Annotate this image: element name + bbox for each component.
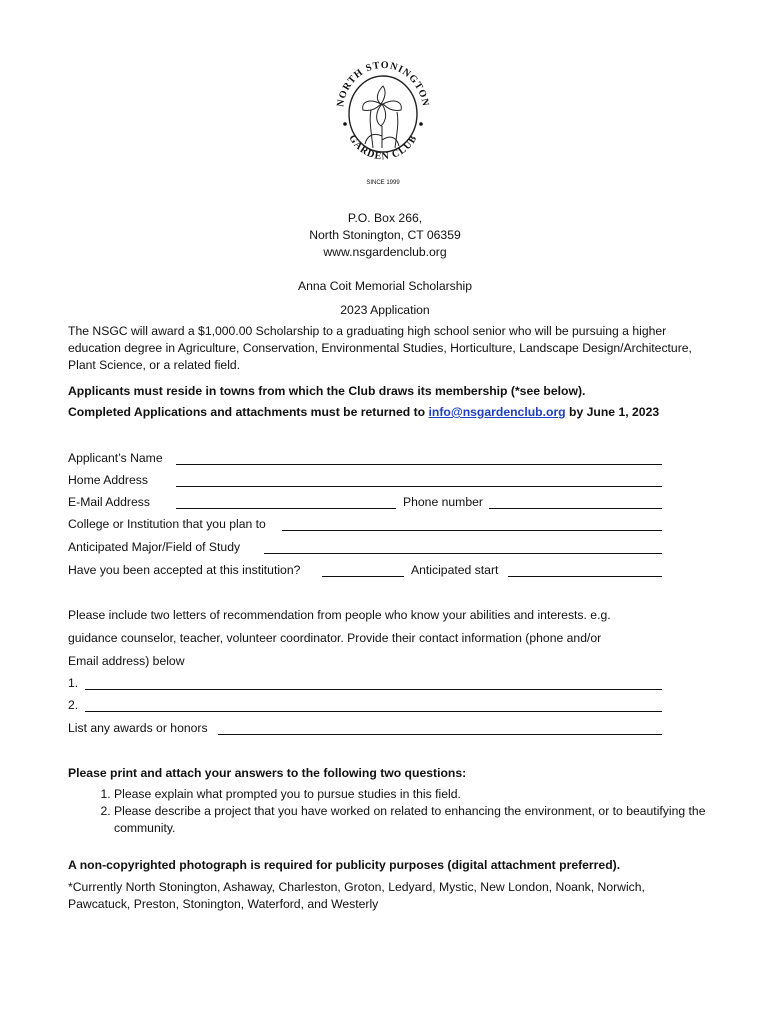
towns-note: *Currently North Stonington, Ashaway, Charleston, Groton, Ledyard, Mystic, New London, Noank, Norwich, Pawcatuck, Preston, Stonington, Waterford, and Westerly: [68, 880, 645, 911]
recommendation-1-label: 1.: [68, 676, 79, 690]
logo-since: SINCE 1999: [366, 180, 400, 186]
awards-label: List any awards or honors: [68, 721, 208, 735]
applicant-name-field[interactable]: [176, 450, 662, 465]
recommendation-line-3: Email address) below: [68, 654, 185, 668]
home-address-row: [68, 472, 148, 490]
start-label: Anticipated start: [411, 563, 499, 577]
return-email-link[interactable]: info@nsgardenclub.org: [428, 405, 566, 419]
start-field[interactable]: [508, 562, 662, 577]
recommendation-line-2: guidance counselor, teacher, volunteer coordinator. Provide their contact information (phone and/or: [68, 631, 602, 645]
logo-arc-bottom: GARDEN CLUB: [346, 133, 420, 163]
questions-list: [68, 786, 714, 837]
college-field[interactable]: [282, 516, 662, 531]
questions-heading: Please print and attach your answers to the following two questions:: [68, 766, 467, 780]
application-year: 2023 Application: [340, 303, 430, 317]
applicant-name-label: Applicant’s Name: [68, 451, 163, 465]
question-1: 1. Please explain what prompted you to pursue studies in this field.: [114, 786, 714, 803]
home-address-label: Home Address: [68, 473, 148, 487]
email-row: [68, 494, 150, 512]
scholarship-title: Anna Coit Memorial Scholarship: [297, 279, 473, 293]
home-address-field[interactable]: [176, 472, 662, 487]
college-label: College or Institution that you plan to: [68, 517, 266, 531]
applicant-name-row: [68, 450, 163, 468]
accepted-field[interactable]: [322, 562, 404, 577]
logo-arc-top: NORTH STONINGTON: [335, 59, 431, 108]
address-line-1: P.O. Box 266,: [347, 211, 423, 225]
return-notice: [68, 404, 659, 420]
intro-paragraph: The NSGC will award a $1,000.00 Scholarship to a graduating high school senior who will be pursuing a higher education degree in Agriculture, Conservation, Environmental Studies, Horticulture, Landscape Design/Architecture, Plant Science, or a related field.: [68, 324, 692, 372]
return-prefix: Completed Applications and attachments must be returned to: [68, 405, 426, 419]
accepted-row: [68, 562, 300, 580]
recommendation-line-1: Please include two letters of recommendation from people who know your abilities and interests. e.g.: [68, 608, 611, 622]
major-label: Anticipated Major/Field of Study: [68, 540, 241, 554]
email-field[interactable]: [176, 494, 396, 509]
major-row: [68, 539, 240, 557]
residency-notice: Applicants must reside in towns from which the Club draws its membership (*see below).: [68, 384, 586, 398]
return-suffix: by June 1, 2023: [569, 405, 660, 419]
website-url: www.nsgardenclub.org: [323, 245, 447, 259]
recommendation-2-label: 2.: [68, 698, 79, 712]
svg-text:GARDEN CLUB: [346, 133, 419, 162]
email-label: E-Mail Address: [68, 495, 150, 509]
address-line-2: North Stonington, CT 06359: [309, 228, 461, 242]
photo-note: A non-copyrighted photograph is required for publicity purposes (digital attachment preferred).: [68, 858, 621, 872]
awards-field[interactable]: [218, 720, 662, 735]
major-field[interactable]: [264, 539, 662, 554]
recommendation-1-field[interactable]: [85, 675, 662, 690]
college-row: [68, 516, 266, 534]
accepted-label: Have you been accepted at this institution?: [68, 563, 301, 577]
phone-field[interactable]: [489, 494, 662, 509]
question-2: 2. Please describe a project that you have worked on related to enhancing the environment, or to beautifying the community.: [114, 803, 714, 837]
garden-club-logo: [325, 40, 441, 190]
phone-label: Phone number: [403, 495, 483, 509]
recommendation-2-field[interactable]: [85, 697, 662, 712]
